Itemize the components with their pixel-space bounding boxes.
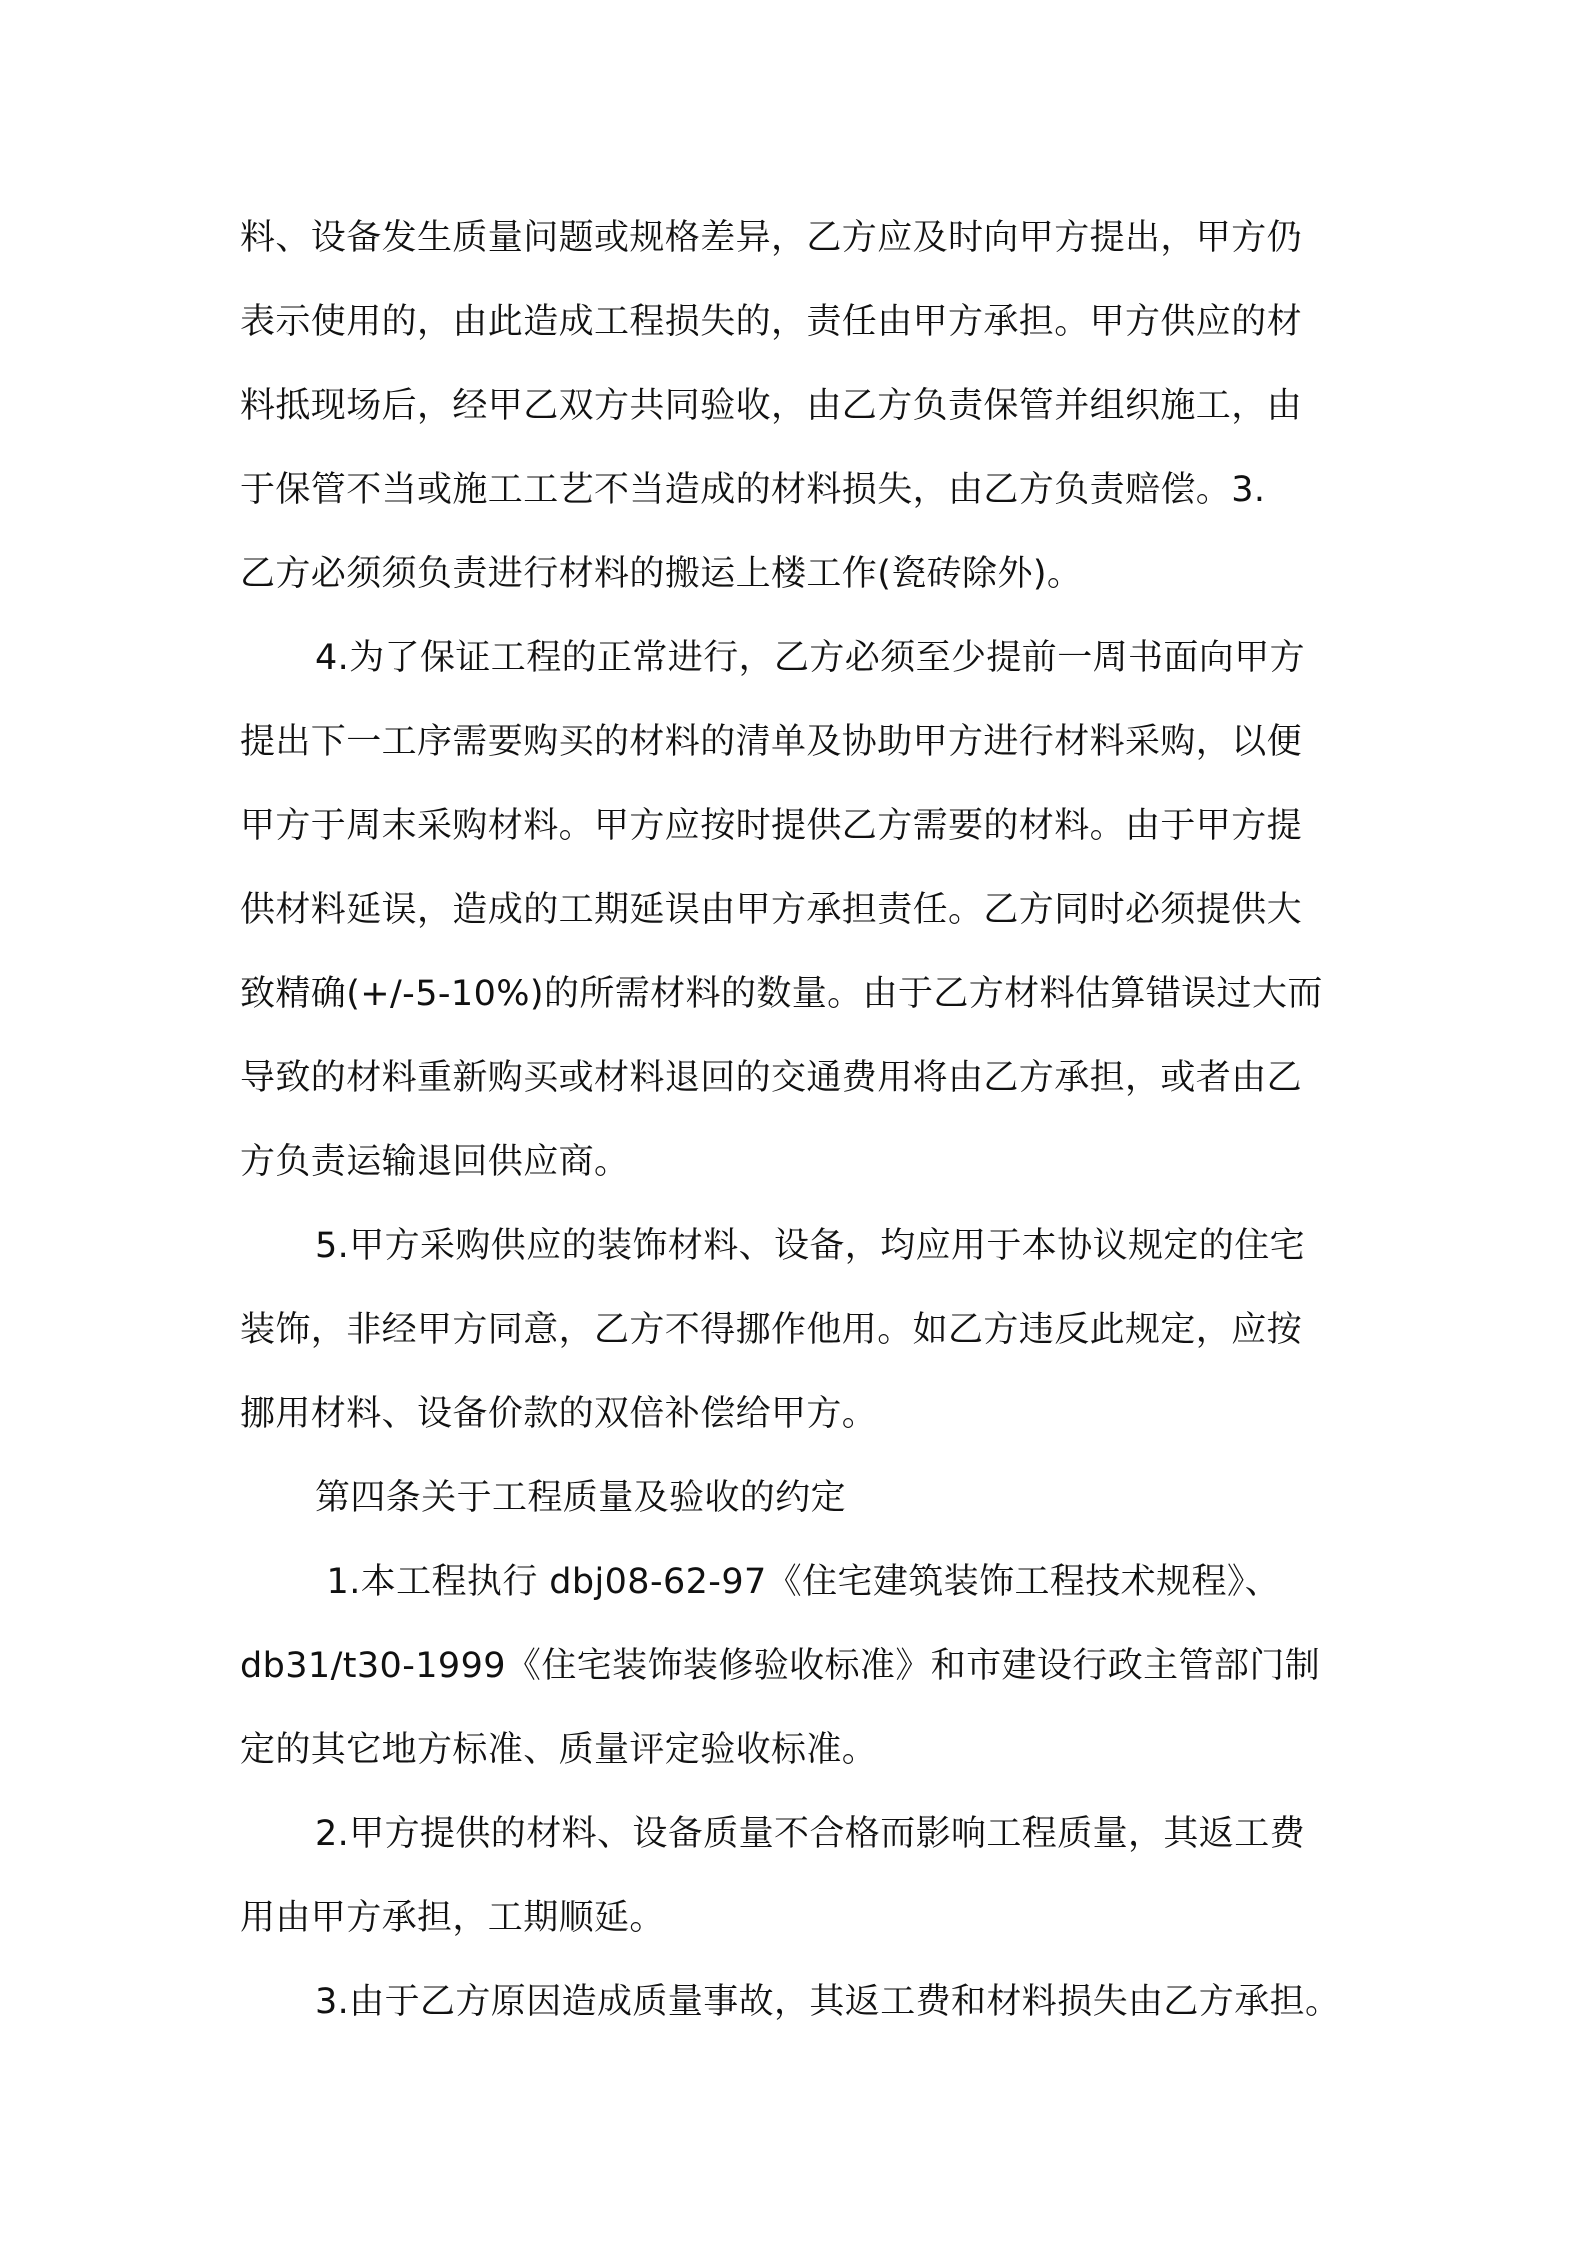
- paragraph-quality-2: [240, 1792, 1350, 1960]
- paragraph-quality-3: [240, 1960, 1350, 2044]
- text-line: 料抵现场后，经甲乙双方共同验收，由乙方负责保管并组织施工，由: [240, 386, 1303, 426]
- text-line: 料、设备发生质量问题或规格差异，乙方应及时向甲方提出，甲方仍: [240, 218, 1303, 258]
- text-line: 乙方必须须负责进行材料的搬运上楼工作(瓷砖除外)。: [240, 554, 1083, 594]
- text-line: 1.本工程执行 dbj08-62-97《住宅建筑装饰工程技术规程》、: [315, 1562, 1281, 1602]
- text-line: 定的其它地方标准、质量评定验收标准。: [240, 1730, 878, 1770]
- paragraph-material-quality: [240, 196, 1350, 616]
- text-line: 供材料延误，造成的工期延误由甲方承担责任。乙方同时必须提供大: [240, 890, 1303, 930]
- text-line: 装饰，非经甲方同意，乙方不得挪作他用。如乙方违反此规定，应按: [240, 1310, 1303, 1350]
- paragraph-quality-1: [240, 1540, 1350, 1792]
- text-line: 3.由于乙方原因造成质量事故，其返工费和材料损失由乙方承担。: [315, 1982, 1341, 2022]
- text-line: 致精确(+/-5-10%)的所需材料的数量。由于乙方材料估算错误过大而: [240, 974, 1323, 1014]
- text-line: 甲方于周末采购材料。甲方应按时提供乙方需要的材料。由于甲方提: [240, 806, 1303, 846]
- text-line: db31/t30-1999《住宅装饰装修验收标准》和市建设行政主管部门制: [240, 1646, 1321, 1686]
- text-line: 提出下一工序需要购买的材料的清单及协助甲方进行材料采购，以便: [240, 722, 1303, 762]
- text-line: 于保管不当或施工工艺不当造成的材料损失，由乙方负责赔偿。3.: [240, 470, 1266, 510]
- section-heading-article-4: [240, 1456, 1350, 1540]
- text-line: 4.为了保证工程的正常进行，乙方必须至少提前一周书面向甲方: [315, 638, 1305, 678]
- text-line: 2.甲方提供的材料、设备质量不合格而影响工程质量，其返工费: [315, 1814, 1305, 1854]
- text-line: 挪用材料、设备价款的双倍补偿给甲方。: [240, 1394, 878, 1434]
- text-line: 导致的材料重新购买或材料退回的交通费用将由乙方承担，或者由乙: [240, 1058, 1303, 1098]
- paragraph-clause-4: [240, 616, 1350, 1204]
- text-line: 5.甲方采购供应的装饰材料、设备，均应用于本协议规定的住宅: [315, 1226, 1305, 1266]
- document-page: [240, 196, 1350, 2044]
- paragraph-clause-5: [240, 1204, 1350, 1456]
- text-line: 表示使用的，由此造成工程损失的，责任由甲方承担。甲方供应的材: [240, 302, 1303, 342]
- section-heading: 第四条关于工程质量及验收的约定: [315, 1478, 847, 1518]
- text-line: 方负责运输退回供应商。: [240, 1142, 630, 1182]
- text-line: 用由甲方承担，工期顺延。: [240, 1898, 665, 1938]
